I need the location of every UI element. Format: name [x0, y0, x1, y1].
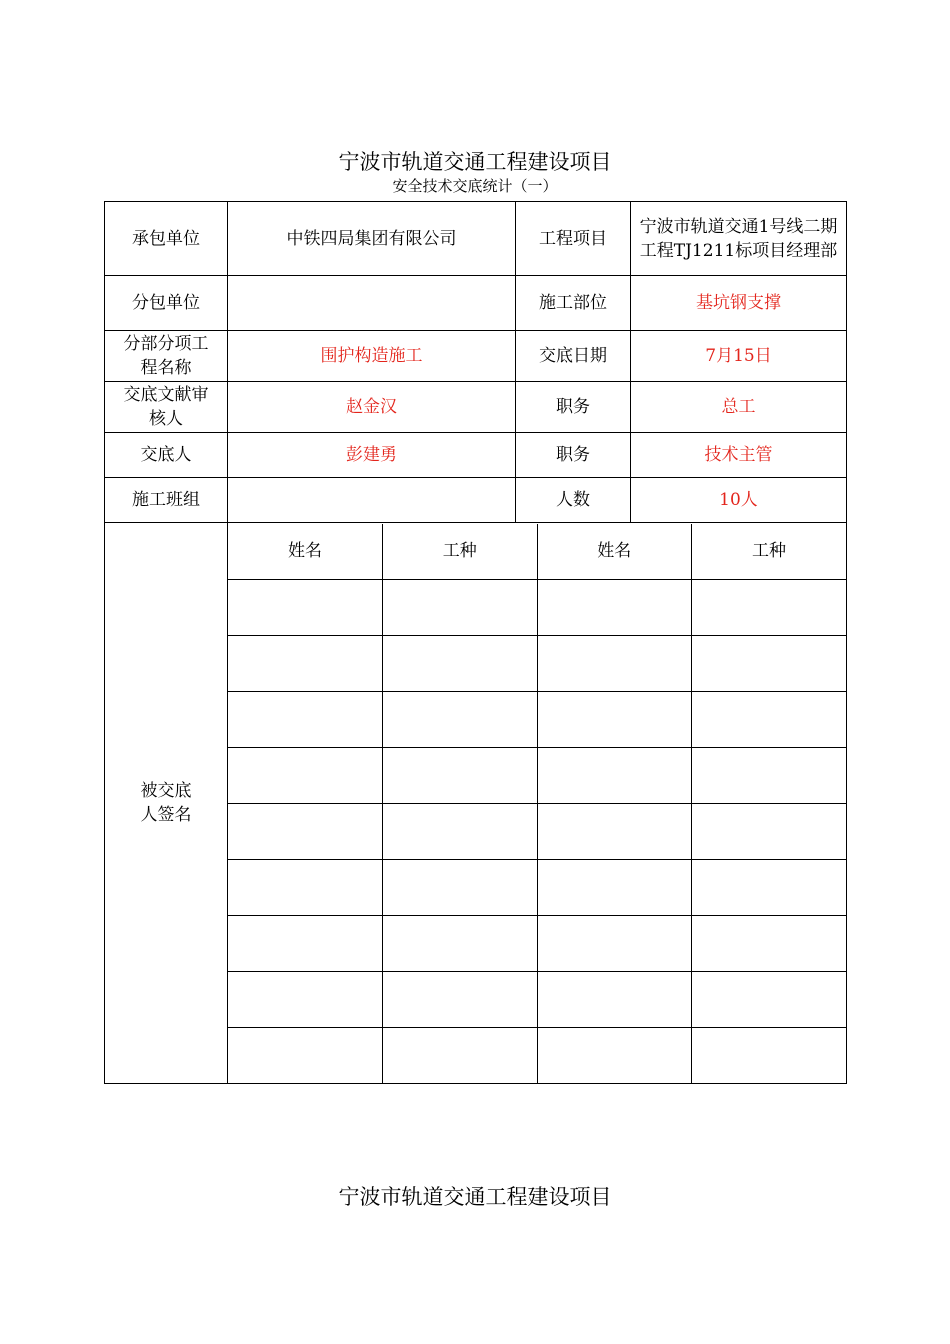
- signature-trade-cell[interactable]: [692, 691, 847, 747]
- signature-grid: [228, 524, 846, 1083]
- row-presenter: [105, 433, 847, 478]
- signature-col-name-2: 姓名: [537, 524, 692, 580]
- row-subcontractor: [105, 276, 847, 331]
- signature-trade-cell[interactable]: [383, 747, 538, 803]
- row-reviewer: [105, 382, 847, 433]
- subcontractor-value[interactable]: [228, 276, 516, 331]
- date-label: 交底日期: [516, 331, 631, 382]
- signature-grid-cell: [228, 523, 847, 1084]
- signature-col-trade-1: 工种: [383, 524, 538, 580]
- signature-trade-cell[interactable]: [383, 1027, 538, 1083]
- signature-name-cell[interactable]: [228, 971, 383, 1027]
- signature-trade-cell[interactable]: [383, 691, 538, 747]
- signature-trade-cell[interactable]: [692, 915, 847, 971]
- subcontractor-label: 分包单位: [105, 276, 228, 331]
- signature-row: [228, 1027, 846, 1083]
- signature-name-cell[interactable]: [537, 915, 692, 971]
- signature-name-cell[interactable]: [537, 859, 692, 915]
- signature-name-cell[interactable]: [537, 971, 692, 1027]
- signature-row: [228, 747, 846, 803]
- signature-trade-cell[interactable]: [383, 915, 538, 971]
- signature-name-cell[interactable]: [537, 803, 692, 859]
- date-value: 7月15日: [631, 331, 847, 382]
- signature-row: [228, 915, 846, 971]
- reviewer-position-value: 总工: [631, 382, 847, 433]
- subproject-value: 围护构造施工: [228, 331, 516, 382]
- project-label: 工程项目: [516, 202, 631, 276]
- subproject-label: 分部分项工程名称: [105, 331, 228, 382]
- headcount-label: 人数: [516, 478, 631, 523]
- signature-row: [228, 635, 846, 691]
- disclosure-form-table: [104, 201, 847, 1084]
- signature-name-cell[interactable]: [228, 859, 383, 915]
- signature-name-cell[interactable]: [537, 635, 692, 691]
- signature-name-cell[interactable]: [228, 915, 383, 971]
- row-contractor: [105, 202, 847, 276]
- signature-col-trade-2: 工种: [692, 524, 847, 580]
- location-value: 基坑钢支撑: [631, 276, 847, 331]
- signature-name-cell[interactable]: [228, 691, 383, 747]
- signature-name-cell[interactable]: [228, 1027, 383, 1083]
- signature-trade-cell[interactable]: [692, 579, 847, 635]
- headcount-value: 10人: [631, 478, 847, 523]
- reviewer-value: 赵金汉: [228, 382, 516, 433]
- row-team: [105, 478, 847, 523]
- signature-trade-cell[interactable]: [692, 1027, 847, 1083]
- reviewer-label: 交底文献审核人: [105, 382, 228, 433]
- signature-trade-cell[interactable]: [383, 971, 538, 1027]
- signature-label: 被交底人签名: [105, 523, 228, 1084]
- presenter-label: 交底人: [105, 433, 228, 478]
- signature-trade-cell[interactable]: [383, 579, 538, 635]
- signature-row: [228, 803, 846, 859]
- project-value: 宁波市轨道交通1号线二期工程TJ1211标项目经理部: [631, 202, 847, 276]
- signature-trade-cell[interactable]: [692, 747, 847, 803]
- row-signatures: [105, 523, 847, 1084]
- presenter-position-value: 技术主管: [631, 433, 847, 478]
- signature-name-cell[interactable]: [228, 579, 383, 635]
- signature-name-cell[interactable]: [228, 747, 383, 803]
- signature-trade-cell[interactable]: [383, 635, 538, 691]
- signature-name-cell[interactable]: [228, 803, 383, 859]
- signature-name-cell[interactable]: [537, 691, 692, 747]
- team-value[interactable]: [228, 478, 516, 523]
- signature-row: [228, 691, 846, 747]
- signature-trade-cell[interactable]: [692, 803, 847, 859]
- page-title: 宁波市轨道交通工程建设项目: [338, 150, 612, 174]
- signature-header-row: [228, 524, 846, 580]
- presenter-value: 彭建勇: [228, 433, 516, 478]
- signature-name-cell[interactable]: [537, 1027, 692, 1083]
- signature-row: [228, 971, 846, 1027]
- signature-trade-cell[interactable]: [692, 859, 847, 915]
- contractor-label: 承包单位: [105, 202, 228, 276]
- signature-row: [228, 579, 846, 635]
- location-label: 施工部位: [516, 276, 631, 331]
- signature-col-name-1: 姓名: [228, 524, 383, 580]
- contractor-value: 中铁四局集团有限公司: [228, 202, 516, 276]
- row-subproject: [105, 331, 847, 382]
- signature-name-cell[interactable]: [228, 635, 383, 691]
- next-page-title: 宁波市轨道交通工程建设项目: [338, 1185, 612, 1209]
- signature-name-cell[interactable]: [537, 747, 692, 803]
- signature-trade-cell[interactable]: [383, 803, 538, 859]
- presenter-position-label: 职务: [516, 433, 631, 478]
- team-label: 施工班组: [105, 478, 228, 523]
- reviewer-position-label: 职务: [516, 382, 631, 433]
- signature-trade-cell[interactable]: [692, 635, 847, 691]
- signature-trade-cell[interactable]: [383, 859, 538, 915]
- signature-trade-cell[interactable]: [692, 971, 847, 1027]
- signature-name-cell[interactable]: [537, 579, 692, 635]
- page-subtitle: 安全技术交底统计（一）: [392, 177, 558, 195]
- signature-row: [228, 859, 846, 915]
